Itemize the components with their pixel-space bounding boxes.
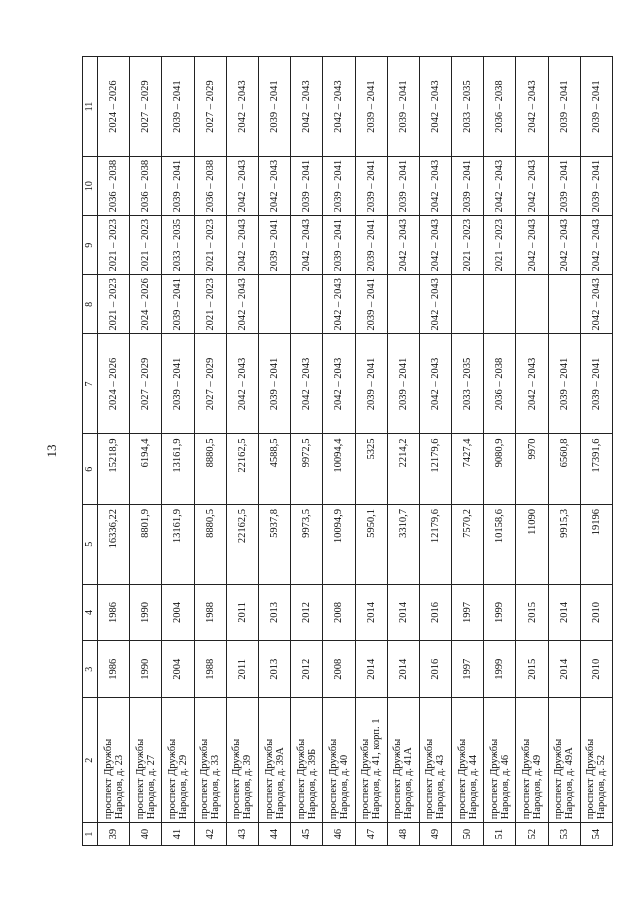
cell-period-11: 2042 – 2043 (323, 57, 355, 157)
cell-year-built: 2004 (162, 641, 194, 698)
table-row (291, 57, 323, 846)
cell-year-built: 2008 (323, 641, 355, 698)
cell-living-area: 13161,9 (162, 434, 194, 504)
cell-period-7: 2039 – 2041 (258, 334, 290, 434)
cell-living-area: 9970 (516, 434, 548, 504)
cell-row-number: 44 (258, 823, 290, 846)
table-row (484, 57, 516, 846)
cell-row-number: 51 (484, 823, 516, 846)
cell-period-9: 2039 – 2041 (323, 216, 355, 275)
cell-period-11: 2039 – 2041 (258, 57, 290, 157)
cell-address: проспект Дружбы Народов, д. 27 (130, 698, 162, 823)
cell-period-8: 2042 – 2043 (226, 275, 258, 334)
cell-period-7: 2042 – 2043 (516, 334, 548, 434)
cell-year-commissioned: 1999 (484, 584, 516, 641)
cell-period-10: 2039 – 2041 (580, 157, 612, 216)
cell-total-area: 12179,6 (419, 504, 451, 584)
cell-total-area: 5950,1 (355, 504, 387, 584)
cell-total-area: 10094,9 (323, 504, 355, 584)
cell-row-number: 54 (580, 823, 612, 846)
cell-period-8 (291, 275, 323, 334)
cell-year-commissioned: 1990 (130, 584, 162, 641)
cell-period-9: 2042 – 2043 (516, 216, 548, 275)
cell-total-area: 9973,5 (291, 504, 323, 584)
cell-period-7: 2027 – 2029 (194, 334, 226, 434)
cell-period-11: 2039 – 2041 (548, 57, 580, 157)
cell-year-commissioned: 2016 (419, 584, 451, 641)
cell-period-10: 2039 – 2041 (291, 157, 323, 216)
cell-period-9: 2021 – 2023 (130, 216, 162, 275)
cell-period-11: 2039 – 2041 (355, 57, 387, 157)
cell-period-8: 2024 – 2026 (130, 275, 162, 334)
cell-period-7: 2027 – 2029 (130, 334, 162, 434)
cell-total-area: 10158,6 (484, 504, 516, 584)
table-row (130, 57, 162, 846)
cell-period-8: 2021 – 2023 (194, 275, 226, 334)
cell-period-9: 2042 – 2043 (291, 216, 323, 275)
table-row (580, 57, 612, 846)
cell-total-area: 9915,3 (548, 504, 580, 584)
cell-period-10: 2039 – 2041 (162, 157, 194, 216)
cell-year-commissioned: 1986 (98, 584, 130, 641)
cell-period-8: 2042 – 2043 (323, 275, 355, 334)
cell-row-number: 52 (516, 823, 548, 846)
cell-address: проспект Дружбы Народов, д. 44 (452, 698, 484, 823)
cell-period-7: 2042 – 2043 (323, 334, 355, 434)
cell-period-9: 2042 – 2043 (226, 216, 258, 275)
cell-year-commissioned: 2013 (258, 584, 290, 641)
table-row (323, 57, 355, 846)
cell-living-area: 15218,9 (98, 434, 130, 504)
cell-year-commissioned: 1997 (452, 584, 484, 641)
cell-living-area: 6560,8 (548, 434, 580, 504)
cell-address: проспект Дружбы Народов, д. 40 (323, 698, 355, 823)
cell-row-number: 50 (452, 823, 484, 846)
cell-period-8: 2042 – 2043 (580, 275, 612, 334)
table-row (387, 57, 419, 846)
cell-year-commissioned: 2004 (162, 584, 194, 641)
cell-year-built: 1988 (194, 641, 226, 698)
cell-period-8 (484, 275, 516, 334)
cell-living-area: 2214,2 (387, 434, 419, 504)
table-row (194, 57, 226, 846)
column-header-7: 7 (83, 334, 98, 434)
column-header-3: 3 (83, 641, 98, 698)
cell-row-number: 41 (162, 823, 194, 846)
cell-period-9: 2042 – 2043 (387, 216, 419, 275)
cell-period-8 (548, 275, 580, 334)
cell-total-area: 8801,9 (130, 504, 162, 584)
cell-year-commissioned: 2011 (226, 584, 258, 641)
cell-total-area: 3310,7 (387, 504, 419, 584)
cell-period-11: 2027 – 2029 (194, 57, 226, 157)
cell-row-number: 47 (355, 823, 387, 846)
cell-period-9: 2042 – 2043 (548, 216, 580, 275)
cell-period-10: 2036 – 2038 (130, 157, 162, 216)
cell-total-area: 22162,5 (226, 504, 258, 584)
cell-row-number: 48 (387, 823, 419, 846)
cell-year-commissioned: 2014 (387, 584, 419, 641)
column-header-4: 4 (83, 584, 98, 641)
cell-row-number: 49 (419, 823, 451, 846)
housing-register-table (82, 56, 613, 846)
cell-period-11: 2039 – 2041 (387, 57, 419, 157)
cell-year-commissioned: 2015 (516, 584, 548, 641)
table-row (98, 57, 130, 846)
cell-row-number: 43 (226, 823, 258, 846)
cell-period-8 (258, 275, 290, 334)
cell-row-number: 42 (194, 823, 226, 846)
cell-period-10: 2042 – 2043 (484, 157, 516, 216)
cell-period-7: 2042 – 2043 (419, 334, 451, 434)
cell-year-built: 2014 (548, 641, 580, 698)
cell-period-7: 2039 – 2041 (548, 334, 580, 434)
cell-row-number: 40 (130, 823, 162, 846)
cell-period-9: 2033 – 2035 (162, 216, 194, 275)
cell-period-10: 2042 – 2043 (419, 157, 451, 216)
cell-year-built: 2015 (516, 641, 548, 698)
cell-year-built: 2012 (291, 641, 323, 698)
cell-year-built: 1997 (452, 641, 484, 698)
cell-living-area: 12179,6 (419, 434, 451, 504)
cell-period-11: 2039 – 2041 (162, 57, 194, 157)
column-header-2: 2 (83, 698, 98, 823)
cell-period-8: 2039 – 2041 (162, 275, 194, 334)
cell-period-11: 2027 – 2029 (130, 57, 162, 157)
cell-address: проспект Дружбы Народов, д. 39 (226, 698, 258, 823)
cell-period-9: 2021 – 2023 (484, 216, 516, 275)
column-header-5: 5 (83, 504, 98, 584)
cell-year-commissioned: 2014 (548, 584, 580, 641)
cell-period-10: 2039 – 2041 (323, 157, 355, 216)
cell-address: проспект Дружбы Народов, д. 52 (580, 698, 612, 823)
cell-row-number: 53 (548, 823, 580, 846)
table-row (226, 57, 258, 846)
cell-living-area: 6194,4 (130, 434, 162, 504)
page-number: 13 (44, 444, 59, 458)
cell-year-commissioned: 2012 (291, 584, 323, 641)
cell-period-10: 2036 – 2038 (194, 157, 226, 216)
cell-year-commissioned: 2014 (355, 584, 387, 641)
cell-year-built: 2014 (355, 641, 387, 698)
cell-address: проспект Дружбы Народов, д. 46 (484, 698, 516, 823)
table-body (98, 57, 613, 846)
cell-period-11: 2039 – 2041 (580, 57, 612, 157)
cell-period-8: 2021 – 2023 (98, 275, 130, 334)
column-header-6: 6 (83, 434, 98, 504)
cell-row-number: 46 (323, 823, 355, 846)
cell-year-built: 2010 (580, 641, 612, 698)
cell-period-9: 2021 – 2023 (98, 216, 130, 275)
cell-period-10: 2036 – 2038 (98, 157, 130, 216)
cell-period-10: 2039 – 2041 (548, 157, 580, 216)
cell-period-7: 2024 – 2026 (98, 334, 130, 434)
cell-year-built: 1990 (130, 641, 162, 698)
cell-period-8 (387, 275, 419, 334)
cell-total-area: 13161,9 (162, 504, 194, 584)
cell-living-area: 5325 (355, 434, 387, 504)
cell-year-commissioned: 1988 (194, 584, 226, 641)
cell-period-9: 2039 – 2041 (258, 216, 290, 275)
cell-period-8: 2042 – 2043 (419, 275, 451, 334)
cell-total-area: 7570,2 (452, 504, 484, 584)
cell-year-built: 1999 (484, 641, 516, 698)
column-header-9: 9 (83, 216, 98, 275)
table-row (548, 57, 580, 846)
cell-living-area: 17391,6 (580, 434, 612, 504)
cell-period-10: 2042 – 2043 (516, 157, 548, 216)
cell-address: проспект Дружбы Народов, д. 39Б (291, 698, 323, 823)
cell-row-number: 45 (291, 823, 323, 846)
cell-year-built: 2014 (387, 641, 419, 698)
cell-period-9: 2042 – 2043 (419, 216, 451, 275)
cell-period-7: 2039 – 2041 (355, 334, 387, 434)
cell-total-area: 8880,5 (194, 504, 226, 584)
cell-period-11: 2033 – 2035 (452, 57, 484, 157)
cell-period-7: 2036 – 2038 (484, 334, 516, 434)
cell-period-11: 2036 – 2038 (484, 57, 516, 157)
cell-period-11: 2042 – 2043 (516, 57, 548, 157)
cell-address: проспект Дружбы Народов, д. 39А (258, 698, 290, 823)
cell-address: проспект Дружбы Народов, д. 49А (548, 698, 580, 823)
table-row (419, 57, 451, 846)
cell-address: проспект Дружбы Народов, д. 41, корп. 1 (355, 698, 387, 823)
cell-total-area: 5937,8 (258, 504, 290, 584)
cell-period-9: 2021 – 2023 (452, 216, 484, 275)
cell-period-11: 2024 – 2026 (98, 57, 130, 157)
cell-period-10: 2042 – 2043 (258, 157, 290, 216)
cell-address: проспект Дружбы Народов, д. 23 (98, 698, 130, 823)
cell-period-9: 2042 – 2043 (580, 216, 612, 275)
cell-period-11: 2042 – 2043 (419, 57, 451, 157)
cell-address: проспект Дружбы Народов, д. 49 (516, 698, 548, 823)
table-container (82, 56, 613, 846)
cell-period-8 (516, 275, 548, 334)
cell-period-11: 2042 – 2043 (226, 57, 258, 157)
table-row (516, 57, 548, 846)
cell-living-area: 9972,5 (291, 434, 323, 504)
table-row (258, 57, 290, 846)
cell-period-7: 2039 – 2041 (162, 334, 194, 434)
table-row (355, 57, 387, 846)
cell-living-area: 7427,4 (452, 434, 484, 504)
cell-period-10: 2042 – 2043 (226, 157, 258, 216)
cell-period-9: 2039 – 2041 (355, 216, 387, 275)
column-header-8: 8 (83, 275, 98, 334)
cell-period-11: 2042 – 2043 (291, 57, 323, 157)
cell-period-9: 2021 – 2023 (194, 216, 226, 275)
cell-total-area: 19196 (580, 504, 612, 584)
cell-period-7: 2033 – 2035 (452, 334, 484, 434)
column-header-10: 10 (83, 157, 98, 216)
cell-period-10: 2039 – 2041 (387, 157, 419, 216)
cell-address: проспект Дружбы Народов, д. 41А (387, 698, 419, 823)
table-row (452, 57, 484, 846)
cell-year-built: 2011 (226, 641, 258, 698)
cell-address: проспект Дружбы Народов, д. 33 (194, 698, 226, 823)
cell-period-10: 2039 – 2041 (355, 157, 387, 216)
cell-living-area: 8880,5 (194, 434, 226, 504)
cell-period-7: 2039 – 2041 (580, 334, 612, 434)
cell-address: проспект Дружбы Народов, д. 43 (419, 698, 451, 823)
cell-year-built: 2016 (419, 641, 451, 698)
cell-year-built: 2013 (258, 641, 290, 698)
cell-period-7: 2042 – 2043 (226, 334, 258, 434)
header-row (83, 57, 98, 846)
cell-living-area: 4588,5 (258, 434, 290, 504)
column-header-11: 11 (83, 57, 98, 157)
cell-year-commissioned: 2008 (323, 584, 355, 641)
cell-period-7: 2042 – 2043 (291, 334, 323, 434)
cell-total-area: 11090 (516, 504, 548, 584)
cell-living-area: 10094,4 (323, 434, 355, 504)
cell-period-8: 2039 – 2041 (355, 275, 387, 334)
cell-period-10: 2039 – 2041 (452, 157, 484, 216)
cell-period-7: 2039 – 2041 (387, 334, 419, 434)
cell-year-built: 1986 (98, 641, 130, 698)
cell-address: проспект Дружбы Народов, д. 29 (162, 698, 194, 823)
cell-total-area: 16336,22 (98, 504, 130, 584)
cell-row-number: 39 (98, 823, 130, 846)
cell-year-commissioned: 2010 (580, 584, 612, 641)
cell-living-area: 22162,5 (226, 434, 258, 504)
cell-period-8 (452, 275, 484, 334)
cell-living-area: 9080,9 (484, 434, 516, 504)
table-row (162, 57, 194, 846)
column-header-1: 1 (83, 823, 98, 846)
